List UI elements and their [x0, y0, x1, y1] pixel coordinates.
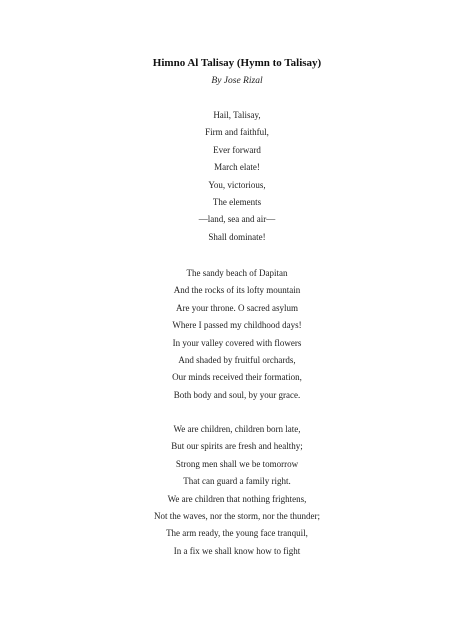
- poem-line: Both body and soul, by your grace.: [173, 389, 301, 400]
- poem-line: —land, sea and air—: [198, 214, 276, 225]
- poem-line: The elements: [212, 196, 262, 207]
- poem-line: The arm ready, the young face tranquil,: [166, 528, 308, 539]
- poem-line: Strong men shall we be tomorrow: [175, 458, 299, 469]
- poem-line: We are children, children born late,: [173, 424, 301, 434]
- poem-line: That can guard a family right.: [183, 476, 291, 487]
- poem-line: Not the waves, nor the storm, nor the thunder;: [154, 510, 320, 521]
- poem-line: In a fix we shall know how to fight: [173, 545, 301, 556]
- poem-line: Where I passed my childhood days!: [172, 320, 302, 331]
- poem-line: March elate!: [214, 162, 260, 173]
- poem-author: By Jose Rizal: [211, 76, 263, 86]
- poem-title: Himno Al Talisay (Hymn to Talisay): [152, 57, 322, 69]
- poem-line: Our minds received their formation,: [172, 372, 302, 383]
- poem-line: In your valley covered with flowers: [172, 337, 302, 348]
- stanza-1: [0, 107, 474, 246]
- poem-line: The sandy beach of Dapitan: [186, 268, 288, 278]
- poem-line: And the rocks of its lofty mountain: [173, 285, 301, 296]
- poem-line: Shall dominate!: [208, 231, 266, 242]
- poem-line: Ever forward: [213, 144, 261, 155]
- poem-line: You, victorious,: [208, 179, 266, 190]
- poem-line: Hail, Talisay,: [213, 110, 261, 120]
- stanza-2: [0, 265, 474, 404]
- poem-line: We are children that nothing frightens,: [167, 493, 307, 504]
- poem-line: Are your throne. O sacred asylum: [176, 302, 298, 313]
- poem-line: But our spirits are fresh and healthy;: [171, 441, 303, 452]
- poem-line: Firm and faithful,: [205, 127, 269, 138]
- poem-line: And shaded by fruitful orchards,: [178, 354, 296, 365]
- stanza-3: [0, 421, 474, 560]
